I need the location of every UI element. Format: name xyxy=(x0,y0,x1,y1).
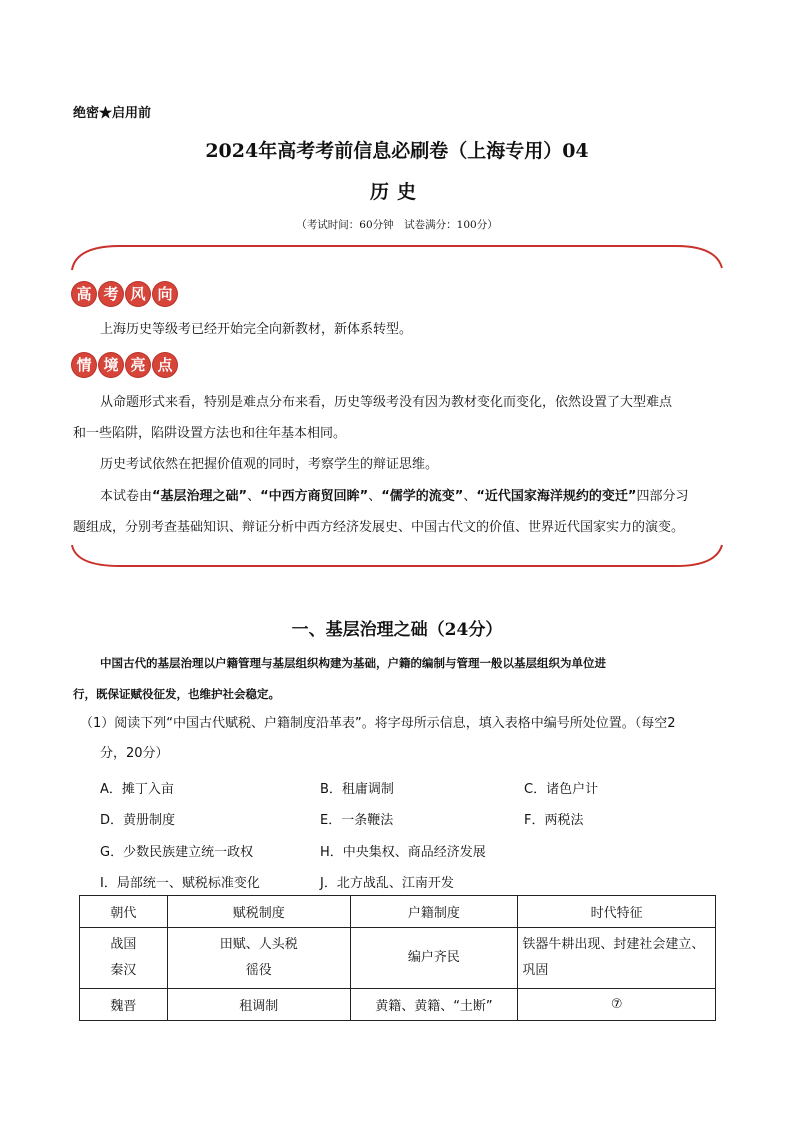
option-f: F．两税法 xyxy=(524,813,584,828)
subject-title: 历史 xyxy=(369,181,424,203)
option-e: E．一条鞭法 xyxy=(320,813,394,828)
cell-household: 编户齐民 xyxy=(350,928,518,989)
option-b: B．租庸调制 xyxy=(320,782,394,797)
header-feature: 时代特征 xyxy=(518,896,716,928)
cell-dynasty: 魏晋 xyxy=(80,989,168,1021)
header-dynasty: 朝代 xyxy=(80,896,168,928)
badge-highlights: 情 境 亮 点 xyxy=(72,353,177,377)
option-d: D．黄册制度 xyxy=(100,813,176,828)
header-tax: 赋税制度 xyxy=(167,896,350,928)
exam-info: （考试时间：60分钟 试卷满分：100分） xyxy=(296,219,498,231)
option-h: H．中央集权、商品经济发展 xyxy=(320,845,486,860)
cell-tax: 租调制 xyxy=(167,989,350,1021)
table-row xyxy=(80,928,716,989)
highlight-para1-line2: 和一些陷阱，陷阱设置方法也和往年基本相同。 xyxy=(73,426,347,441)
table-header-row xyxy=(80,896,716,928)
section-title: 一、基层治理之础（24分） xyxy=(291,620,503,640)
highlight-para1-line1: 从命题形式来看，特别是难点分布来看，历史等级考没有因为教材变化而变化，依然设置了大型难点 xyxy=(100,395,673,410)
table-row xyxy=(80,989,716,1021)
trend-text: 上海历史等级考已经开始完全向新教材，新体系转型。 xyxy=(100,322,413,337)
highlight-para2: 历史考试依然在把握价值观的同时，考察学生的辩证思维。 xyxy=(100,457,439,472)
option-g: G．少数民族建立统一政权 xyxy=(100,845,254,860)
page-title: 2024年高考考前信息必刷卷（上海专用）04 xyxy=(205,140,589,162)
frame-bottom-arc xyxy=(72,545,722,566)
frame-top-arc xyxy=(72,246,722,270)
history-table xyxy=(79,895,716,1021)
option-a: A．摊丁入亩 xyxy=(100,782,174,797)
cell-tax: 田赋、人头税 徭役 xyxy=(167,928,350,989)
cell-dynasty: 战国 秦汉 xyxy=(80,928,168,989)
option-j: J．北方战乱、江南开发 xyxy=(320,876,454,891)
badge-exam-trend: 高 考 风 向 xyxy=(72,282,177,306)
question-line1: （1）阅读下列“中国古代赋税、户籍制度沿革表”。将字母所示信息，填入表格中编号所处位置。（每空2 xyxy=(80,716,676,731)
highlight-para3-line1: 本试卷由“基层治理之础”、“中西方商贸回眸”、“儒学的流变”、“近代国家海洋规约的变迁”四部分习 xyxy=(100,489,689,504)
cell-household: 黄籍、黄籍、“土断” xyxy=(350,989,518,1021)
option-c: C．诸色户计 xyxy=(524,782,599,797)
highlight-para3-line2: 题组成，分别考查基础知识、辩证分析中西方经济发展史、中国古代文的价值、世界近代国家实力的演变。 xyxy=(73,520,685,535)
header-household: 户籍制度 xyxy=(350,896,518,928)
question-line2: 分，20分） xyxy=(100,746,169,761)
option-i: I．局部统一、赋税标准变化 xyxy=(100,876,260,891)
section-intro-line1: 中国古代的基层治理以户籍管理与基层组织构建为基础，户籍的编制与管理一般以基层组织为单位进 xyxy=(100,656,606,670)
cell-feature: 铁器牛耕出现、封建社会建立、 巩固 xyxy=(518,928,716,989)
confidential-label: 绝密★启用前 xyxy=(73,106,152,121)
section-intro-line2: 行，既保证赋役征发，也维护社会稳定。 xyxy=(73,687,280,701)
cell-feature-blank: ⑦ xyxy=(518,989,716,1021)
